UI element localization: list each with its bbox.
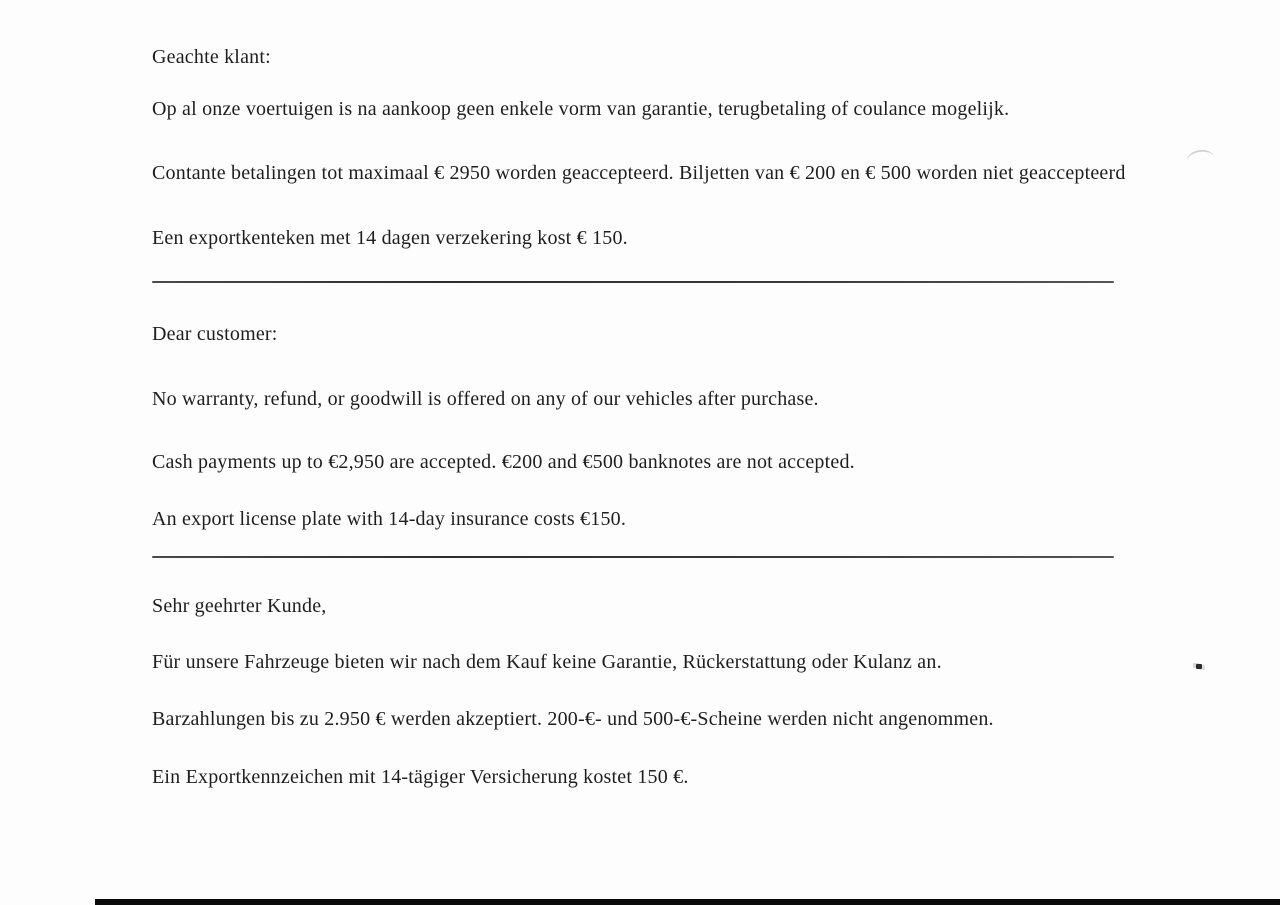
- english-paragraph-3: An export license plate with 14-day insurance costs €150.: [152, 508, 627, 530]
- section-divider-2: [152, 556, 1114, 558]
- german-paragraph-1: Für unsere Fahrzeuge bieten wir nach dem Kauf keine Garantie, Rückerstattung oder Kulanz an.: [152, 651, 942, 673]
- dutch-greeting: Geachte klant:: [152, 46, 271, 68]
- scanner-edge-bar: [95, 899, 1280, 905]
- german-paragraph-3: Ein Exportkennzeichen mit 14-tägiger Versicherung kostet 150 €.: [152, 766, 689, 788]
- section-divider-1: [152, 281, 1114, 283]
- dutch-paragraph-2: Contante betalingen tot maximaal € 2950 worden geaccepteerd. Biljetten van € 200 en € 500 worden niet geaccepteerd: [152, 162, 1126, 184]
- dutch-paragraph-3: Een exportkenteken met 14 dagen verzekering kost € 150.: [152, 227, 628, 249]
- ink-speck-artifact: [1196, 664, 1202, 669]
- german-greeting: Sehr geehrter Kunde,: [152, 595, 327, 617]
- pen-mark-artifact: [1185, 148, 1214, 162]
- english-paragraph-1: No warranty, refund, or goodwill is offered on any of our vehicles after purchase.: [152, 388, 819, 410]
- german-paragraph-2: Barzahlungen bis zu 2.950 € werden akzeptiert. 200-€- und 500-€-Scheine werden nicht angenommen.: [152, 708, 994, 730]
- english-greeting: Dear customer:: [152, 323, 278, 345]
- english-paragraph-2: Cash payments up to €2,950 are accepted. €200 and €500 banknotes are not accepted.: [152, 451, 855, 473]
- dutch-paragraph-1: Op al onze voertuigen is na aankoop geen enkele vorm van garantie, terugbetaling of coulance mogelijk.: [152, 98, 1010, 120]
